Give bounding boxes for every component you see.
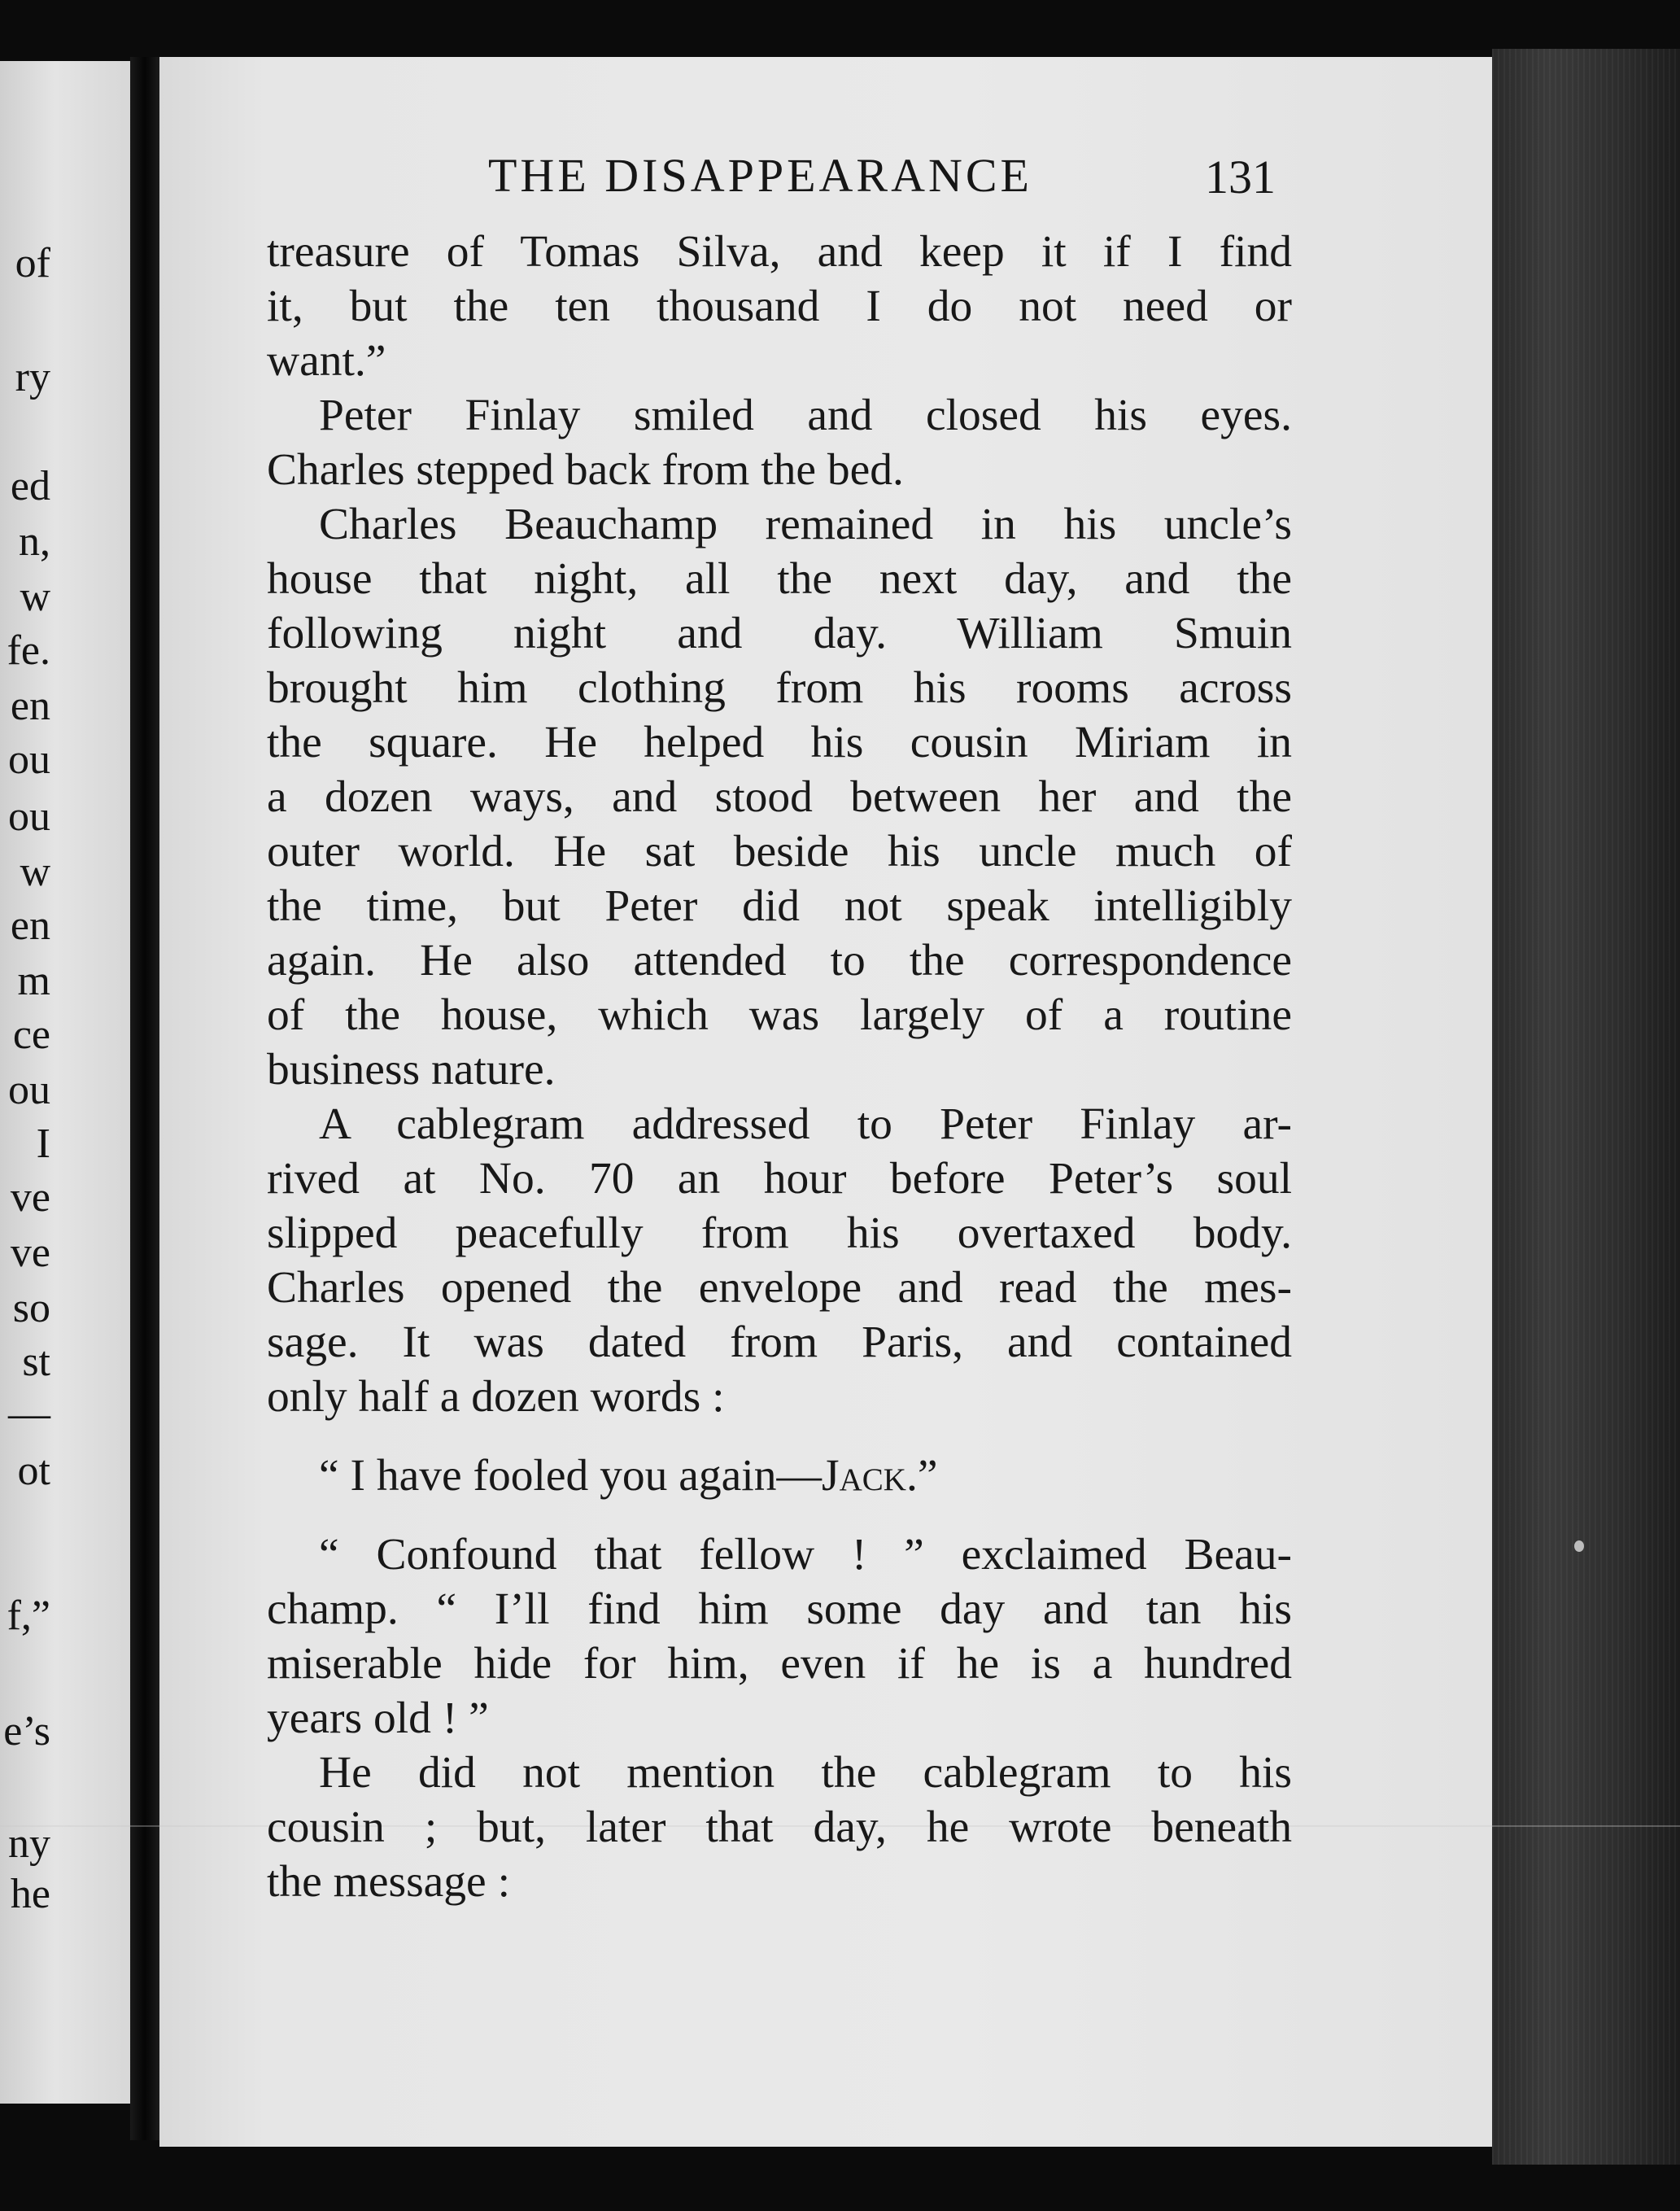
text-line: rived at No. 70 an hour before Peter’s soul	[267, 1154, 1292, 1204]
text-line: only half a dozen words :	[267, 1372, 725, 1422]
text-line: outer world. He sat beside his uncle much of	[267, 827, 1292, 876]
left-page-fragment: fe.	[7, 627, 50, 674]
book-cover-edge	[1492, 49, 1680, 2165]
text-line: years old ! ”	[267, 1693, 489, 1743]
left-page-fragment: ve	[10, 1230, 50, 1276]
left-page-fragment: I	[36, 1121, 50, 1167]
quote-text: “ I have fooled you again—	[319, 1451, 822, 1501]
text-line: He did not mention the cablegram to his	[319, 1748, 1292, 1798]
left-page-fragment: w	[20, 849, 50, 895]
left-page-fragment: ou	[8, 736, 50, 783]
text-line: champ. “ I’ll find him some day and tan his	[267, 1584, 1292, 1634]
text-line: treasure of Tomas Silva, and keep it if I find	[267, 227, 1292, 277]
left-page-fragment: ou	[8, 793, 50, 840]
text-line: house that night, all the next day, and the	[267, 554, 1292, 604]
text-line: it, but the ten thousand I do not need or	[267, 282, 1292, 331]
text-line: sage. It was dated from Paris, and contained	[267, 1317, 1292, 1367]
left-page-fragment: st	[22, 1339, 50, 1385]
text-line: Charles Beauchamp remained in his uncle’s	[319, 500, 1292, 549]
text-line: A cablegram addressed to Peter Finlay ar-	[319, 1099, 1292, 1149]
left-page-fragment: he	[10, 1871, 50, 1917]
left-page-fragment: ny	[8, 1820, 50, 1867]
text-line: of the house, which was largely of a routine	[267, 990, 1292, 1040]
text-line: Charles opened the envelope and read the mes-	[267, 1263, 1292, 1313]
text-line: miserable hide for him, even if he is a hundred	[267, 1639, 1292, 1689]
text-line: the square. He helped his cousin Miriam in	[267, 718, 1292, 767]
spacer	[267, 1424, 1292, 1449]
left-page-fragment: ot	[17, 1448, 50, 1494]
cover-speck	[1574, 1540, 1584, 1552]
spacer	[267, 1503, 1292, 1527]
quote-close: .”	[905, 1451, 938, 1501]
left-page-fragment: ce	[12, 1012, 50, 1058]
text-line: cousin ; but, later that day, he wrote beneath	[267, 1802, 1292, 1852]
text-line: following night and day. William Smuin	[267, 609, 1292, 658]
left-page-fragment: en	[10, 902, 50, 949]
running-title: THE DISAPPEARANCE	[488, 149, 1032, 202]
left-page-text-fragments	[0, 61, 137, 2104]
text-line: business nature.	[267, 1045, 556, 1095]
page-number: 131	[1205, 151, 1276, 203]
text-line: “ Confound that fellow ! ” exclaimed Beau-	[319, 1530, 1292, 1580]
text-line: Peter Finlay smiled and closed his eyes.	[319, 391, 1292, 440]
text-line: a dozen ways, and stood between her and the	[267, 772, 1292, 822]
text-line: Charles stepped back from the bed.	[267, 445, 904, 495]
left-page-edge	[0, 61, 137, 2104]
text-line: again. He also attended to the correspondence	[267, 936, 1292, 985]
left-page-fragment: n,	[19, 518, 50, 565]
left-page-fragment: of	[15, 240, 50, 286]
left-page-fragment: en	[10, 683, 50, 729]
left-page-fragment: e’s	[3, 1708, 50, 1754]
left-page-fragment: f,”	[7, 1593, 50, 1639]
quote-signature: Jack	[821, 1451, 906, 1501]
left-page-fragment: w	[20, 574, 50, 620]
book-gutter	[130, 57, 163, 2140]
text-line: brought him clothing from his rooms across	[267, 663, 1292, 713]
left-page-fragment: ed	[10, 463, 50, 509]
body-text	[267, 225, 1292, 1909]
quoted-cablegram	[267, 1449, 1292, 1503]
text-line: the message :	[267, 1857, 510, 1907]
text-line: slipped peacefully from his overtaxed body.	[267, 1208, 1292, 1258]
text-line: the time, but Peter did not speak intelligibly	[267, 881, 1292, 931]
left-page-fragment: ry	[15, 354, 50, 400]
left-page-fragment: ou	[8, 1067, 50, 1113]
left-page-fragment: m	[17, 958, 50, 1004]
left-page-fragment: —	[8, 1391, 50, 1437]
left-page-fragment: so	[12, 1285, 50, 1331]
text-line: want.”	[267, 336, 386, 386]
left-page-fragment: ve	[10, 1174, 50, 1221]
